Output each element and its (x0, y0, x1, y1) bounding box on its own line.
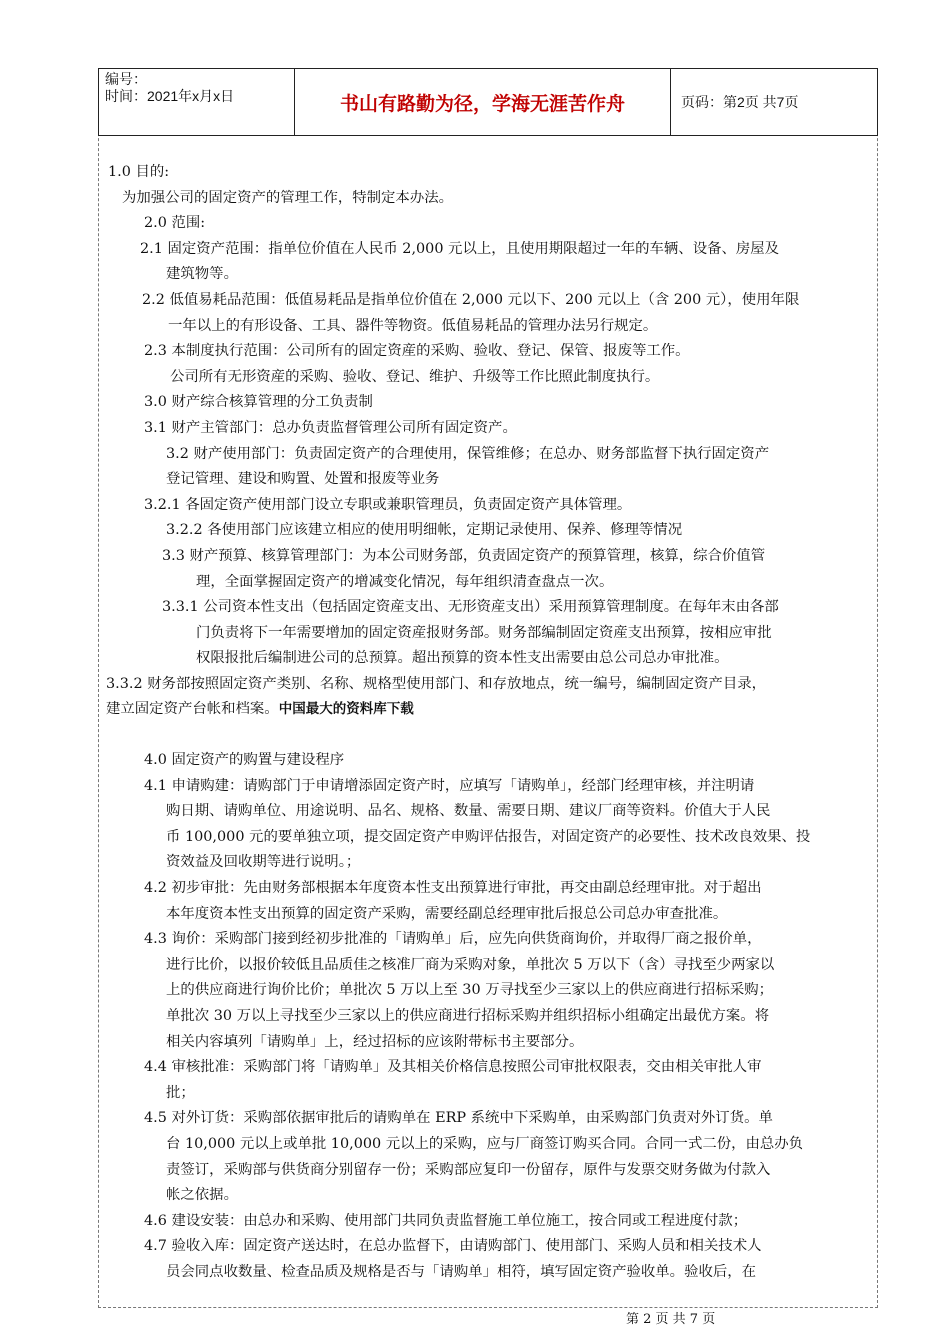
paragraph: 权限报批后编制进公司的总预算。超出预算的资本性支出需要由总公司总办审批准。 (196, 650, 729, 667)
section-2-title: 2.0 范围: (144, 215, 206, 232)
document-time: 时间：2021年x月x日 (105, 88, 235, 104)
paragraph: 单批次 30 万以上寻找至少三家以上的供应商进行招标采购并组织招标小组确定出最优方案。将 (166, 1008, 770, 1024)
paragraph: 公司所有无形资産的采购、验收、登记、维护、升级等工作比照此制度执行。 (170, 368, 660, 385)
paragraph: 登记管理、建设和购置、处置和报废等业务 (166, 471, 440, 488)
paragraph: 3.2.2 各使用部门应该建立相应的使用明细帐，定期记录使用、保养、修理等情况 (166, 522, 683, 539)
paragraph: 进行比价，以报价较低且品质佳之核准厂商为采购对象，单批次 5 万以下（含）寻找至少两家以 (166, 956, 775, 973)
paragraph: 员会同点收数量、检查品质及规格是否与「请购单」相符，填写固定资产验收单。验收后，在 (166, 1263, 757, 1280)
paragraph: 台 10,000 元以上或单批 10,000 元以上的采购，应与厂商签订购买合同。合同一式二份，由总办负 (166, 1135, 804, 1152)
paragraph: 4.7 验收入库：固定资产送达时，在总办监督下，由请购部门、使用部门、采购人员和相关技术人 (144, 1238, 762, 1255)
paragraph: 资效益及回收期等进行说明。； (166, 854, 361, 871)
paragraph: 3.2 财产使用部门：负责固定资产的合理使用，保管维修；在总办、财务部监督下执行固定资产 (166, 445, 770, 462)
paragraph: 4.5 对外订货：采购部依据审批后的请购单在 ERP 系统中下采购单，由采购部门负责对外订货。单 (144, 1110, 773, 1127)
document-number-label: 编号： (105, 71, 147, 87)
paragraph: 3.1 财产主管部门：总办负责监督管理公司所有固定资产。 (144, 419, 517, 436)
paragraph: 3.2.1 各固定资产使用部门设立专职或兼职管理员，负责固定资产具体管理。 (144, 496, 632, 513)
paragraph: 3.3 财产预算、核算管理部门：为本公司财务部，负责固定资产的预算管理，核算，综合价值管 (162, 547, 766, 564)
header-motto: 书山有路勤为径，学海无涯苦作舟 (295, 69, 671, 135)
paragraph: 2.1 固定资产范围：指单位价值在人民币 2,000 元以上，且使用期限超过一年的车辆、设备、房屋及 (140, 240, 780, 257)
paragraph: 上的供应商进行询价比价；单批次 5 万以上至 30 万寻找至少三家以上的供应商进行招标采购； (166, 982, 774, 999)
paragraph: 4.4 审核批准：采购部门将「请购单」及其相关价格信息按照公司审批权限表，交由相关审批人审 (144, 1059, 762, 1076)
document-body (104, 160, 874, 1286)
paragraph: 批； (166, 1084, 195, 1101)
section-4-title: 4.0 固定资产的购置与建设程序 (144, 752, 345, 769)
document-header (98, 68, 878, 136)
paragraph: 为加强公司的固定资产的管理工作，特制定本办法。 (122, 189, 453, 206)
paragraph: 理，全面掌握固定资产的增减变化情况，每年组织清查盘点一次。 (196, 573, 614, 590)
blank-line (104, 723, 874, 748)
paragraph: 3.3.1 公司资本性支出（包括固定资産支出、无形资産支出）采用预算管理制度。在每年末由各部 (162, 599, 779, 616)
section-3-title: 3.0 财产综合核算管理的分工负责制 (144, 394, 373, 411)
paragraph: 门负责将下一年需要增加的固定资産报财务部。财务部编制固定资産支出预算，按相应审批 (196, 624, 772, 641)
paragraph: 3.3.2 财务部按照固定资产类别、名称、规格型使用部门、和存放地点，统一编号，编制固定资产目录， (106, 675, 766, 692)
page-footer: 第 2 页 共 7 页 (626, 1312, 716, 1327)
paragraph: 4.3 询价：采购部门接到经初步批准的「请购单」后，应先向供货商询价，并取得厂商之报价单， (144, 931, 762, 948)
section-1-title: 1.0 目的: (108, 164, 170, 180)
paragraph: 帐之依据。 (166, 1187, 238, 1204)
paragraph: 购日期、请购单位、用途说明、品名、规格、数量、需要日期、建议厂商等资料。价值大于人民 (166, 803, 771, 820)
paragraph: 币 100,000 元的要单独立项，提交固定资产申购评估报告，对固定资产的必要性、技术改良效果、投 (166, 828, 811, 845)
paragraph: 4.6 建设安装：由总办和采购、使用部门共同负责监督施工单位施工，按合同或工程进度付款； (144, 1212, 748, 1229)
paragraph (104, 697, 874, 723)
header-meta (99, 69, 295, 135)
paragraph: 责签订，采购部与供货商分别留存一份；采购部应复印一份留存，原件与发票交财务做为付款入 (166, 1161, 771, 1178)
paragraph: 4.2 初步审批：先由财务部根据本年度资本性支出预算进行审批，再交由副总经理审批。对于超出 (144, 880, 762, 897)
paragraph: 建筑物等。 (166, 266, 238, 283)
header-page-info: 页码：第2页 共7页 (681, 94, 799, 110)
paragraph: 本年度资本性支出预算的固定资产采购，需要经副总经理审批后报总公司总办审查批准。 (166, 905, 728, 922)
paragraph: 一年以上的有形设备、工具、器件等物资。低值易耗品的管理办法另行规定。 (168, 317, 658, 334)
paragraph-text: 建立固定资产台帐和档案。 (106, 701, 279, 718)
paragraph: 2.2 低值易耗品范围：低值易耗品是指单位价值在 2,000 元以下、200 元以上（含 200 元），使用年限 (142, 291, 800, 308)
promo-link-text: 中国最大的资料库下载 (278, 701, 414, 718)
paragraph: 相关内容填列「请购单」上，经过招标的应该附带标书主要部分。 (166, 1033, 584, 1050)
paragraph: 2.3 本制度执行范围：公司所有的固定资産的采购、验收、登记、保管、报废等工作。 (144, 343, 690, 360)
paragraph: 4.1 申请购建：请购部门于申请增添固定资产时，应填写「请购单」，经部门经理审核，并注明请 (144, 777, 755, 794)
